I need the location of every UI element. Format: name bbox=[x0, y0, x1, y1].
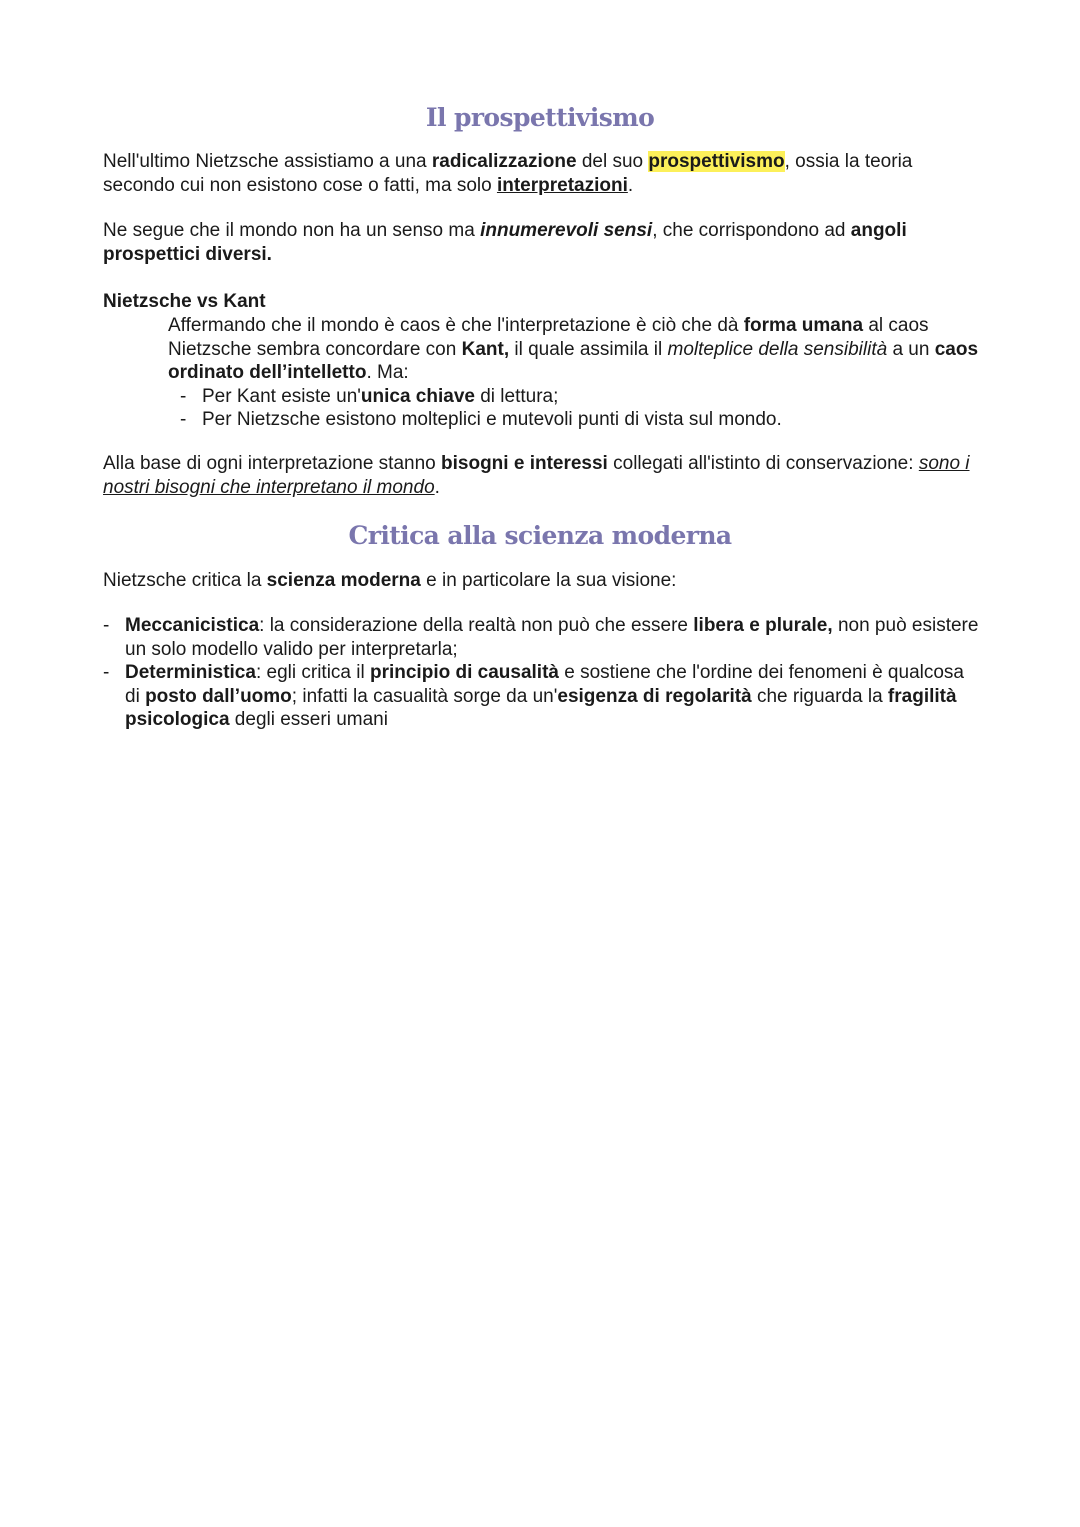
text-run: Alla base di ogni interpretazione stanno bbox=[103, 453, 442, 474]
bold-esigenza-regolarita: esigenza di regolarità bbox=[557, 685, 752, 707]
paragraph-critica-intro bbox=[103, 569, 983, 593]
text-run: Nietzsche critica la bbox=[103, 570, 267, 591]
text-run: ; infatti la casualità sorge da un' bbox=[291, 685, 558, 707]
text-run: Nell'ultimo Nietzsche assistiamo a una bbox=[103, 151, 432, 172]
italic-molteplice: molteplice della sensibilità bbox=[667, 338, 888, 360]
text-run: , che corrispondono ad bbox=[652, 220, 851, 241]
text-run: . bbox=[627, 174, 634, 196]
bold-unica-chiave: unica chiave bbox=[360, 385, 475, 407]
italic-underline-quote: sono i nostri bisogni che interpretano il mondo bbox=[103, 453, 970, 498]
bold-underline-interpretazioni: interpretazioni bbox=[496, 174, 628, 196]
highlight-prospettivismo: prospettivismo bbox=[648, 151, 785, 172]
text-run: collegati all'istinto di conservazione: bbox=[607, 453, 919, 474]
list-item bbox=[103, 661, 983, 732]
bold-kant: Kant, bbox=[461, 338, 510, 360]
bold-radicalizzazione: radicalizzazione bbox=[431, 151, 577, 172]
text-run: non può esistere un solo modello valido per interpretarla; bbox=[125, 615, 979, 660]
paragraph-bisogni bbox=[103, 452, 983, 499]
bold-angoli-prospettici: angoli prospettici diversi. bbox=[103, 220, 907, 265]
bold-fragilita-psicologica: fragilità psicologica bbox=[125, 685, 957, 730]
text-run: degli esseri umani bbox=[229, 709, 388, 730]
bold-posto-dalluomo: posto dall’uomo bbox=[145, 685, 292, 707]
dash-bullet: - bbox=[103, 662, 110, 683]
bold-caos-ordinato: caos ordinato dell’intelletto bbox=[168, 338, 979, 383]
text-run: e sostiene che l'ordine dei fenomeni è qualcosa di bbox=[125, 662, 964, 707]
bold-meccanicistica: Meccanicistica bbox=[125, 615, 260, 636]
bold-italic-innumerevoli-sensi: innumerevoli sensi bbox=[480, 220, 653, 241]
subheading-nietzsche-vs-kant: Nietzsche vs Kant bbox=[103, 291, 266, 312]
text-run: che riguarda la bbox=[751, 685, 888, 707]
text-run: Affermando che il mondo è caos è che l'interpretazione è ciò che dà bbox=[168, 315, 744, 336]
text-run: . bbox=[434, 476, 440, 498]
bold-scienza-moderna: scienza moderna bbox=[266, 570, 421, 591]
list-item bbox=[168, 385, 998, 409]
kant-paragraph bbox=[168, 314, 998, 385]
text-run: Ne segue che il mondo non ha un senso ma bbox=[103, 220, 481, 241]
bold-libera-plurale: libera e plurale, bbox=[693, 615, 833, 636]
kant-list bbox=[168, 385, 998, 432]
paragraph-innumerevoli-sensi bbox=[103, 219, 983, 266]
text-run: a un bbox=[887, 338, 935, 360]
dash-bullet: - bbox=[103, 615, 110, 636]
text-run: del suo bbox=[576, 151, 649, 172]
bold-forma-umana: forma umana bbox=[743, 315, 864, 336]
text-run: . Ma: bbox=[366, 362, 409, 383]
text-run: , ossia la teoria secondo cui non esistono cose o fatti, ma solo bbox=[103, 151, 913, 196]
list-item bbox=[168, 408, 998, 432]
text-run: di lettura; bbox=[474, 385, 559, 407]
bold-bisogni-interessi: bisogni e interessi bbox=[441, 453, 608, 474]
kant-comparison-block bbox=[168, 314, 998, 432]
text-run: il quale assimila il bbox=[509, 338, 668, 360]
text-run: Per Kant esiste un' bbox=[202, 385, 361, 407]
dash-bullet: - bbox=[180, 385, 187, 407]
dash-bullet: - bbox=[180, 409, 187, 430]
section-title-prospettivismo: Il prospettivismo bbox=[425, 103, 655, 132]
text-run: : la considerazione della realtà non può che essere bbox=[259, 615, 694, 636]
bold-principio-causalita: principio di causalità bbox=[369, 662, 559, 683]
critica-list bbox=[103, 614, 983, 732]
text-run: e in particolare la sua visione: bbox=[420, 570, 677, 591]
list-item bbox=[103, 614, 983, 661]
section-title-critica-scienza: Critica alla scienza moderna bbox=[348, 521, 732, 550]
paragraph-prospettivismo-intro bbox=[103, 150, 983, 197]
text-run: Per Nietzsche esistono molteplici e mutevoli punti di vista sul mondo. bbox=[202, 409, 782, 430]
bold-deterministica: Deterministica bbox=[125, 662, 256, 683]
text-run: : egli critica il bbox=[255, 662, 370, 683]
text-run: al caos Nietzsche sembra concordare con bbox=[168, 315, 929, 360]
